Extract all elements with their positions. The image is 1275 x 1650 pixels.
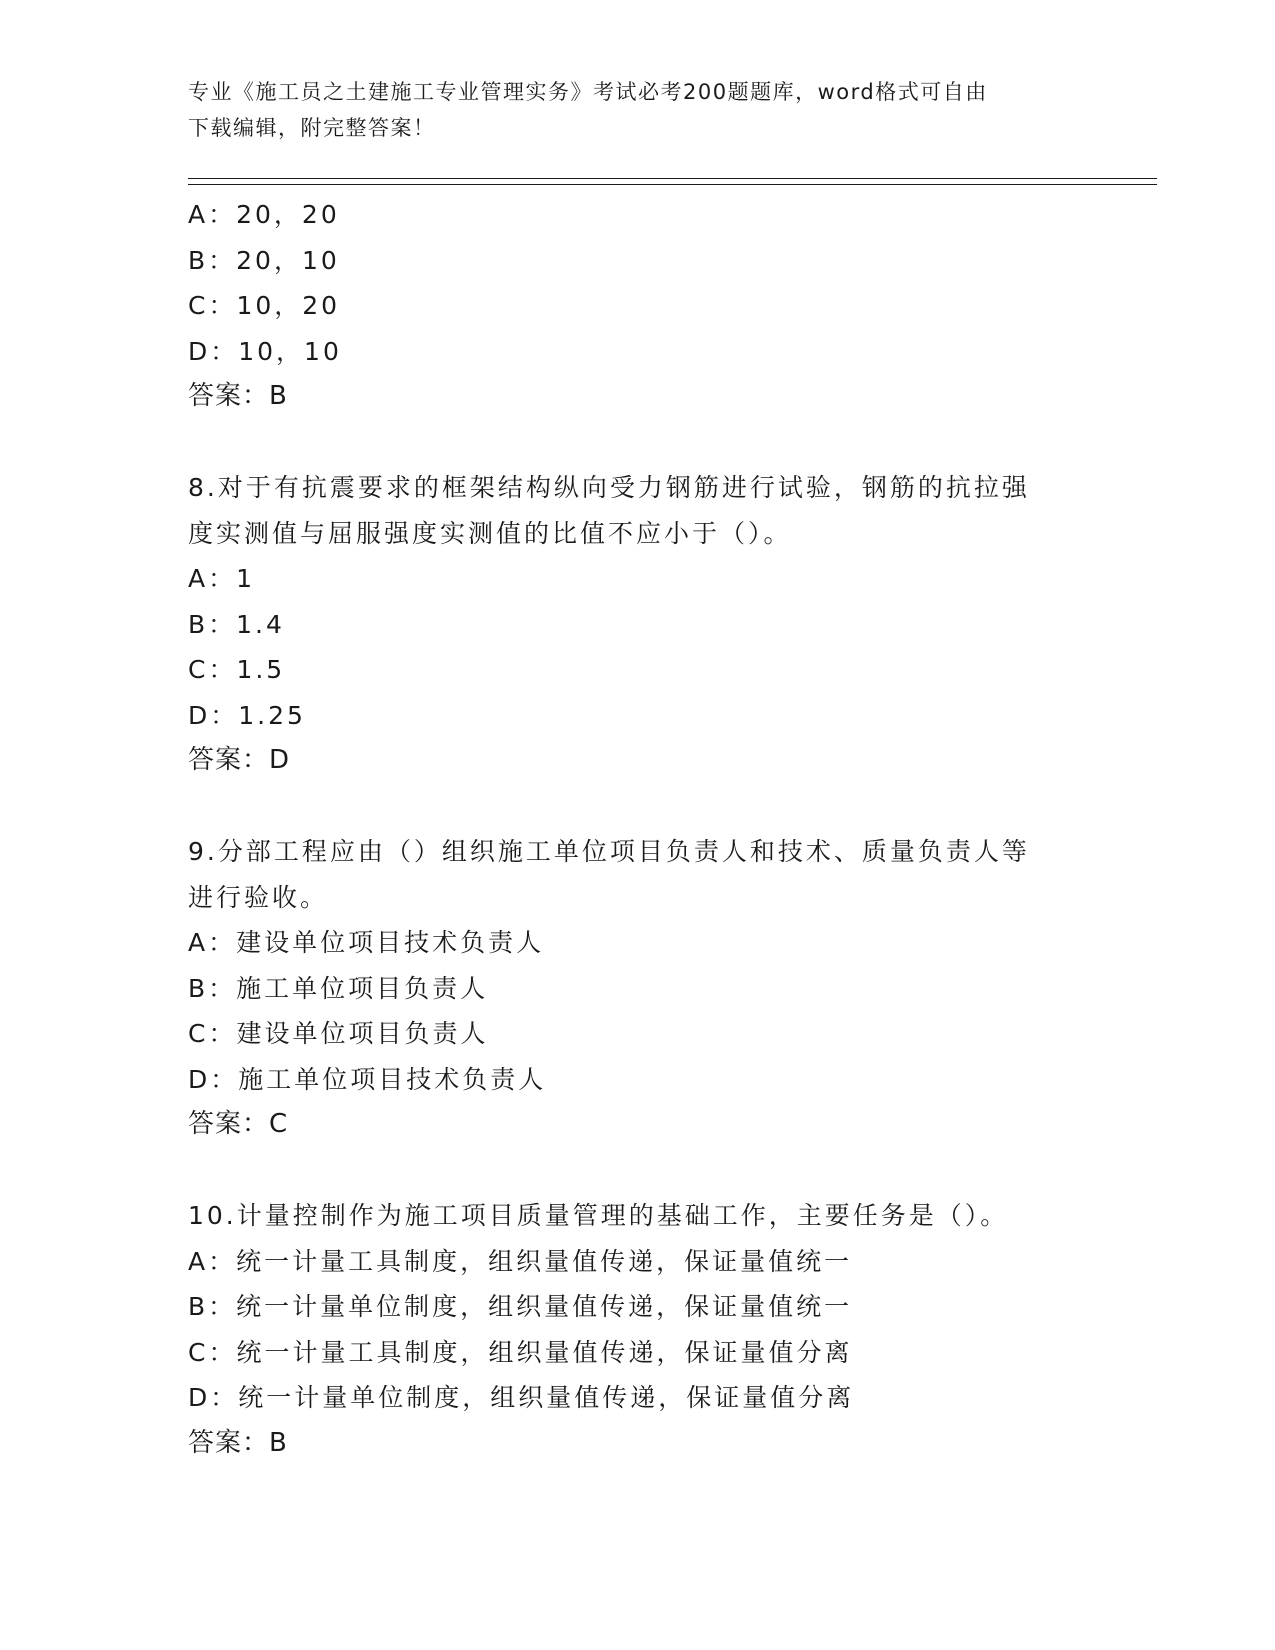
option-a: A：建设单位项目技术负责人 (188, 928, 545, 957)
option-a: A：1 (188, 564, 256, 593)
option-d: D：施工单位项目技术负责人 (188, 1064, 547, 1094)
option-b: B：1.4 (188, 609, 285, 639)
question-text-line-2: 进行验收。 (188, 882, 329, 912)
answer: 答案：C (188, 1109, 289, 1139)
question-text-line-1: 10.计量控制作为施工项目质量管理的基础工作，主要任务是（）。 (188, 1201, 1009, 1230)
option-a: A：统一计量工具制度，组织量值传递，保证量值统一 (188, 1246, 853, 1276)
option-c: C：统一计量工具制度，组织量值传递，保证量值分离 (188, 1337, 853, 1367)
option-d: D：1.25 (188, 700, 306, 730)
answer: 答案：B (188, 1427, 288, 1458)
document-header (188, 74, 1088, 146)
option-c: C：1.5 (188, 655, 286, 684)
question-text-line-2: 度实测值与屈服强度实测值的比值不应小于（）。 (188, 518, 792, 548)
question-text-line-1: 8.对于有抗震要求的框架结构纵向受力钢筋进行试验，钢筋的抗拉强 (188, 473, 1030, 502)
option-b: B：20，10 (188, 245, 340, 275)
question-list (188, 192, 1088, 1466)
header-line-1: 专业《施工员之土建施工专业管理实务》考试必考200题题库，word格式可自由 (188, 80, 988, 104)
header-divider-bottom (188, 184, 1157, 185)
answer: 答案：D (188, 745, 291, 775)
option-c: C：建设单位项目负责人 (188, 1019, 489, 1048)
option-d: D：统一计量单位制度，组织量值传递，保证量值分离 (188, 1383, 855, 1412)
option-d: D：10，10 (188, 336, 342, 366)
header-divider-top (188, 178, 1157, 179)
question-10 (188, 1193, 1088, 1466)
answer: 答案：B (188, 381, 288, 411)
option-a: A：20，20 (188, 200, 340, 229)
option-b: B：统一计量单位制度，组织量值传递，保证量值统一 (188, 1292, 853, 1321)
spacer (188, 1148, 1088, 1194)
question-text-line-1: 9.分部工程应由（）组织施工单位项目负责人和技术、质量负责人等 (188, 837, 1030, 866)
question-7 (188, 192, 1088, 420)
option-c: C：10，20 (188, 291, 341, 320)
spacer (188, 420, 1088, 466)
header-line-2: 下载编辑，附完整答案！ (188, 116, 436, 140)
question-9 (188, 829, 1088, 1148)
question-8 (188, 465, 1088, 784)
spacer (188, 784, 1088, 830)
option-b: B：施工单位项目负责人 (188, 973, 489, 1003)
